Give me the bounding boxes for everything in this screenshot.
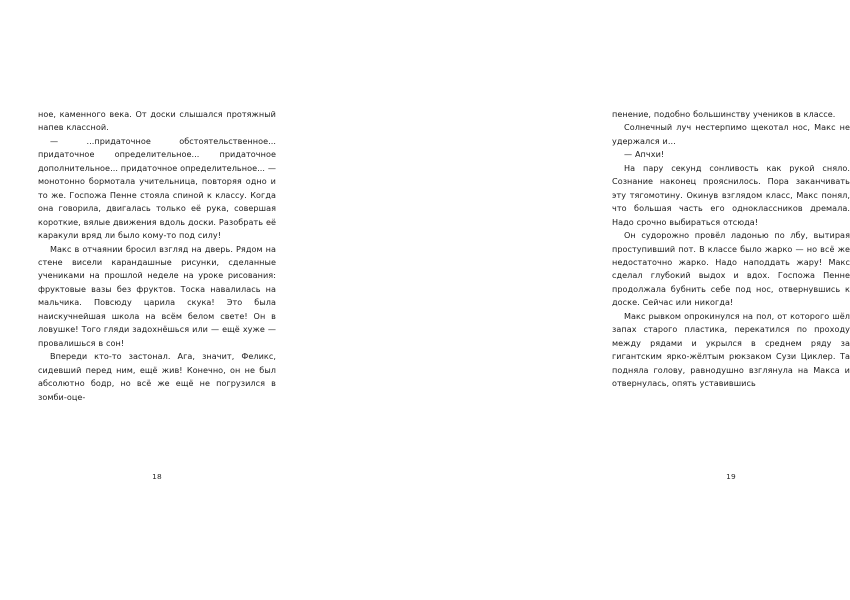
paragraph: — Апчхи! <box>624 149 665 160</box>
text-column-right <box>612 108 850 391</box>
page-number-right: 19 <box>726 472 736 481</box>
page-number-left: 18 <box>152 472 162 481</box>
paragraph: Макс в отчаянии бросил взгляд на дверь. Рядом на стене висели карандашные рисунки, сделанные учениками на прошлой неделе на уроке рисования: фруктовые вазы без фруктов. Тоска навалилась на мальчика. Повсюду царила скука! Это была наискучнейшая школа на всём белом свете! Он в ловушке! Того гляди задохнёшься или — ещё хуже — провалишься в сон! <box>38 243 276 348</box>
paragraph: — ...придаточное обстоятельственное... придаточное определительное... придаточное дополнительное... придаточное определительное... — монотонно бормотала учительница, повторяя одно и то же. Госпожа Пенне стояла спиной к классу. Когда она говорила, двигалась только её рука, совершая короткие, вялые движения вдоль доски. Разобрать её каракули вряд ли было кому-то под силу! <box>38 135 276 241</box>
paragraph: Макс рывком опрокинулся на пол, от которого шёл запах старого пластика, перекатился по проходу между рядами и укрылся в среднем ряду за гигантским ярко-жёлтым рюкзаком Сузи Циклер. Та подняла голову, равнодушно взглянула на Макса и отвернулась, опять уставившись <box>612 310 850 389</box>
paragraph: ное, каменного века. От доски слышался протяжный напев классной. <box>38 109 276 133</box>
paragraph: На пару секунд сонливость как рукой сняло. Сознание наконец прояснилось. Пора заканчивать эту тягомотину. Окинув взглядом класс, Макс понял, что большая часть его одноклассников дремала. Надо срочно выбираться отсюда! <box>612 162 850 227</box>
paragraph: пенение, подобно большинству учеников в классе. <box>612 109 836 119</box>
text-column-left <box>38 108 276 404</box>
paragraph: Впереди кто-то застонал. Ага, значит, Феликс, сидевший перед ним, ещё жив! Конечно, он не был абсолютно бодр, но всё же ещё не погрузился в зомби-оце- <box>38 351 276 402</box>
page-right <box>300 0 850 600</box>
paragraph: Солнечный луч нестерпимо щекотал нос, Макс не удержался и... <box>612 122 850 146</box>
page-left <box>0 0 300 600</box>
paragraph: Он судорожно провёл ладонью по лбу, вытирая проступивший пот. В классе было жарко — но всё же недостаточно жарко. Надо наподдать жару! Макс сделал глубокий выдох и вдох. Госпожа Пенне продолжала бубнить себе под нос, отвернувшись к доске. Сейчас или никогда! <box>612 230 850 308</box>
